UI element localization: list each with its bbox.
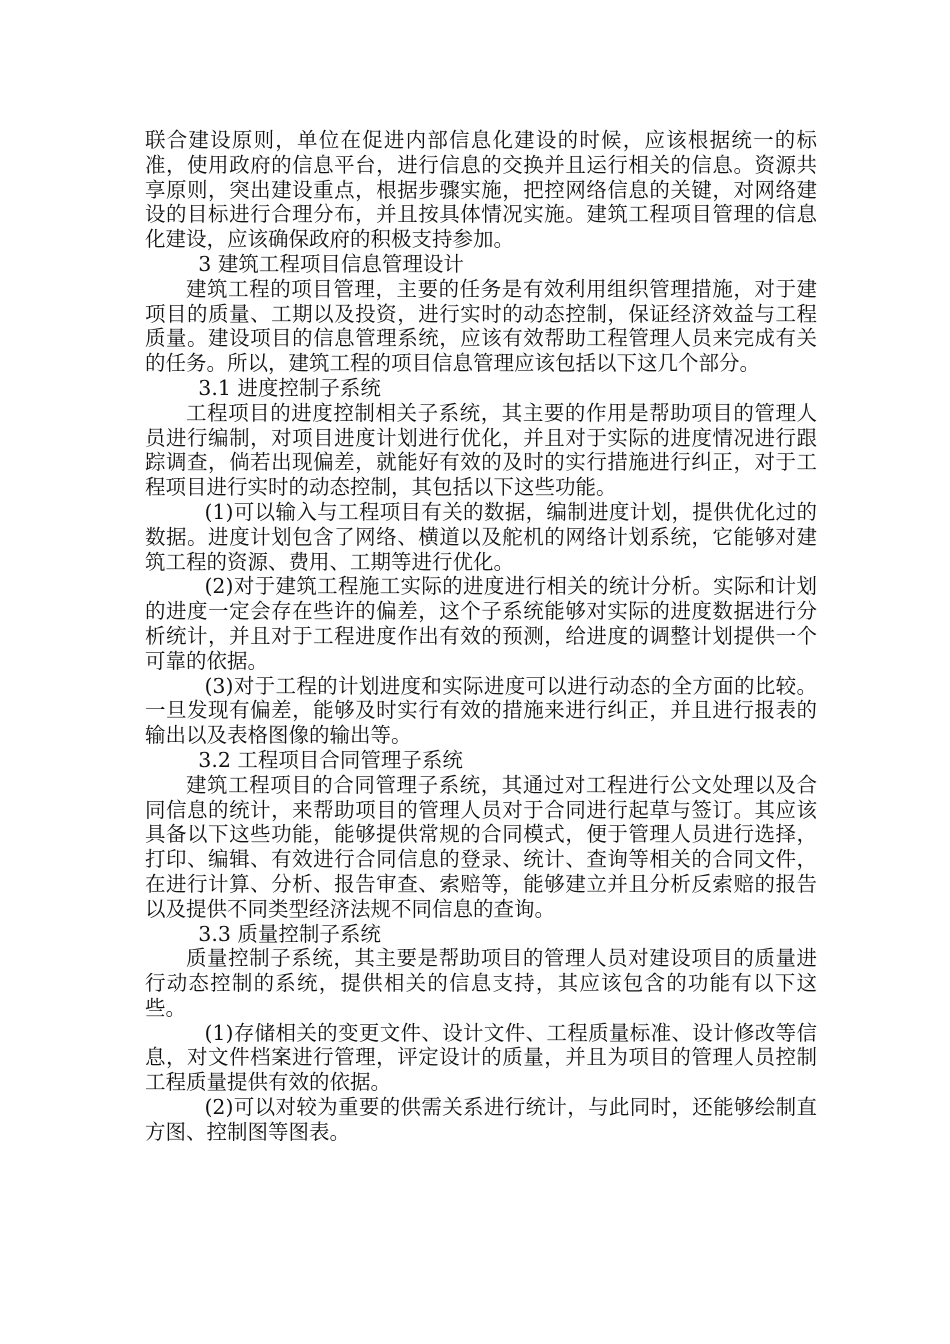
paragraph-body: 建筑工程项目的合同管理子系统，其通过对工程进行公文处理以及合同信息的统计，来帮助项目的管理人员对于合同进行起草与签订。其应该具备以下这些功能，能够提供常规的合同模式，便于管理人员进行选择，打印、编辑、有效进行合同信息的登录、统计、查询等相关的合同文件，在进行计算、分析、报告审查、索赔等，能够建立并且分析反索赔的报告以及提供不同类型经济法规不同信息的查询。 (145, 772, 817, 921)
list-item: (3)对于工程的计划进度和实际进度可以进行动态的全方面的比较。一旦发现有偏差，能够及时实行有效的措施来进行纠正，并且进行报表的输出以及表格图像的输出等。 (145, 673, 817, 748)
section-heading-3-2: 3.2 工程项目合同管理子系统 (198, 747, 463, 772)
section-heading-3-1: 3.1 进度控制子系统 (198, 375, 381, 400)
section-heading-3-3: 3.3 质量控制子系统 (198, 921, 381, 946)
paragraph-body: 工程项目的进度控制相关子系统，其主要的作用是帮助项目的管理人员进行编制，对项目进度计划进行优化，并且对于实际的进度情况进行跟踪调查，倘若出现偏差，就能好有效的及时的实行措施进行纠正，对于工程项目进行实时的动态控制，其包括以下这些功能。 (145, 400, 817, 500)
paragraph-body: 建筑工程的项目管理，主要的任务是有效利用组织管理措施，对于建项目的质量、工期以及投资，进行实时的动态控制，保证经济效益与工程质量。建设项目的信息管理系统，应该有效帮助工程管理人员来完成有关的任务。所以，建筑工程的项目信息管理应该包括以下这几个部分。 (145, 276, 817, 376)
paragraph-intro: 联合建设原则，单位在促进内部信息化建设的时候，应该根据统一的标准，使用政府的信息平台，进行信息的交换并且运行相关的信息。资源共享原则，突出建设重点，根据步骤实施，把控网络信息的关键，对网络建设的目标进行合理分布，并且按具体情况实施。建筑工程项目管理的信息化建设，应该确保政府的积极支持参加。 (145, 128, 817, 252)
paragraph-body: 质量控制子系统，其主要是帮助项目的管理人员对建设项目的质量进行动态控制的系统，提供相关的信息支持，其应该包含的功能有以下这些。 (145, 946, 817, 1020)
list-item: (1)存储相关的变更文件、设计文件、工程质量标准、设计修改等信息，对文件档案进行管理，评定设计的质量，并且为项目的管理人员控制工程质量提供有效的依据。 (145, 1020, 817, 1095)
list-item: (1)可以输入与工程项目有关的数据，编制进度计划，提供优化过的数据。进度计划包含了网络、横道以及舵机的网络计划系统，它能够对建筑工程的资源、费用、工期等进行优化。 (145, 499, 817, 574)
list-item: (2)可以对较为重要的供需关系进行统计，与此同时，还能够绘制直方图、控制图等图表。 (145, 1095, 817, 1144)
list-item: (2)对于建筑工程施工实际的进度进行相关的统计分析。实际和计划的进度一定会存在些许的偏差，这个子系统能够对实际的进度数据进行分析统计，并且对于工程进度作出有效的预测，给进度的调整计划提供一个可靠的依据。 (145, 574, 817, 673)
section-heading-3: 3 建筑工程项目信息管理设计 (198, 251, 464, 276)
document-page (145, 128, 817, 1145)
